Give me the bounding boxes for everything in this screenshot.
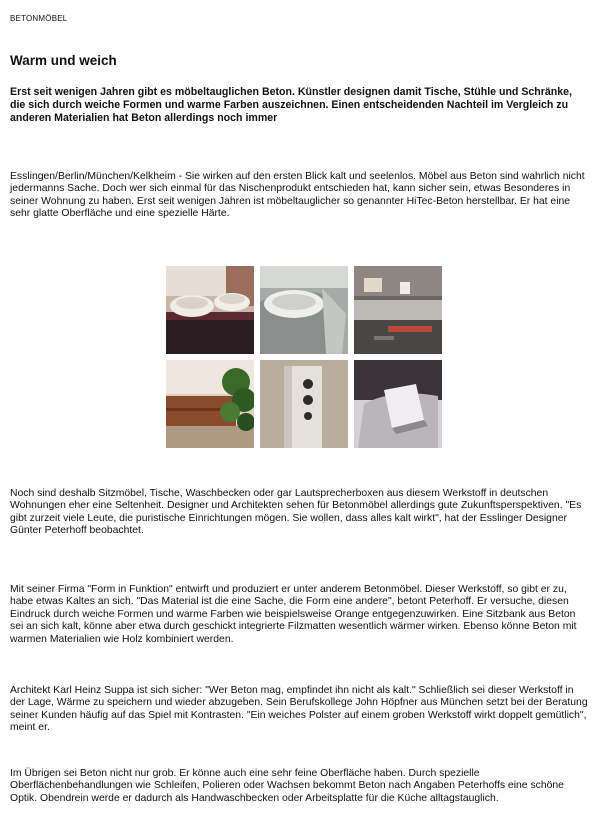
photo-kitchen-counter [354, 266, 442, 354]
section-label: BETONMÖBEL [10, 14, 68, 23]
photo-polished-detail [354, 360, 442, 448]
headline: Warm und weich [10, 53, 117, 68]
photo-curved-basin [260, 266, 348, 354]
photo-concrete-speaker [260, 360, 348, 448]
lead-paragraph: Erst seit wenigen Jahren gibt es möbeltauglichen Beton. Künstler designen damit Tische, Stühle und Schränke, die sich durch weiche Formen und warme Farben auszeichnen. Einen entscheidenden Nachteil im Vergleich zu anderen Materialien hat Beton allerdings noch immer [10, 86, 572, 125]
body-paragraph-1: Esslingen/Berlin/München/Kelkheim - Sie wirken auf den ersten Blick kalt und seelenlos. Möbel aus Beton sind wahrlich nicht jedermanns Sache. Doch wer sich einmal für das Nischenprodukt entschieden hat, kann sicher sein, etwas Besonderes in seiner Wohnung zu haben. Erst seit wenigen Jahren ist möbeltauglicher so genannter HiTec-Beton herstellbar. Er hat eine sehr glatte Oberfläche und eine spezielle Härte. [10, 171, 585, 220]
body-paragraph-3: Mit seiner Firma "Form in Funktion" entwirft und produziert er unter anderem Betonmöbel. Dieser Werkstoff, so gibt er zu, habe etwas Kaltes an sich. "Das Material ist die eine Sache, die Form eine andere", betont Peterhoff. Er versuche, diesen Eindruck durch weiche Formen und warme Farben wie beispielsweise Orange entgegenzuwirken. Eine Sitzbank aus Beton sei an sich kalt, könne aber etwa durch geschickt integrierte Filzmatten wesentlich wärmer wirken. Ebenso könne Beton mit warmen Materialien wie Holz kombiniert werden. [10, 584, 577, 645]
body-paragraph-2: Noch sind deshalb Sitzmöbel, Tische, Waschbecken oder gar Lautsprecherboxen aus diesem Werkstoff in deutschen Wohnungen eher eine Seltenheit. Designer und Architekten sehen für Betonmöbel allerdings gute Zukunftsperspektiven. "Es gibt zurzeit viele Leute, die puristische Einrichtungen mögen. Sie wollen, dass alles kalt wirkt", hat der Esslinger Designer Günter Peterhoff beobachtet. [10, 488, 582, 537]
photo-sideboard-plant [166, 360, 254, 448]
body-paragraph-5: Im Übrigen sei Beton nicht nur grob. Er könne auch eine sehr feine Oberfläche haben. Durch spezielle Oberflächenbehandlungen wie Schleifen, Polieren oder Wachsen bekommt Beton nach Angaben Peterhoffs eine schöne Optik. Obendrein werde er dadurch als Handwaschbecken oder Arbeitsplatte für die Küche alltagstauglich. [10, 768, 564, 804]
body-paragraph-4: Architekt Karl Heinz Suppa ist sich sicher: "Wer Beton mag, empfindet ihn nicht als kalt." Schließlich sei dieser Werkstoff in der Lage, Wärme zu speichern und wieder abzugeben. Sein Berufskollege John Höpfner aus München setzt bei der Beratung seiner Kunden häufig auf das Spiel mit Kontrasten. "Ein weiches Polster auf einem groben Werkstoff wirkt doppelt gemütlich", meint er. [10, 685, 588, 734]
photo-gallery [166, 266, 442, 448]
photo-washbasins [166, 266, 254, 354]
